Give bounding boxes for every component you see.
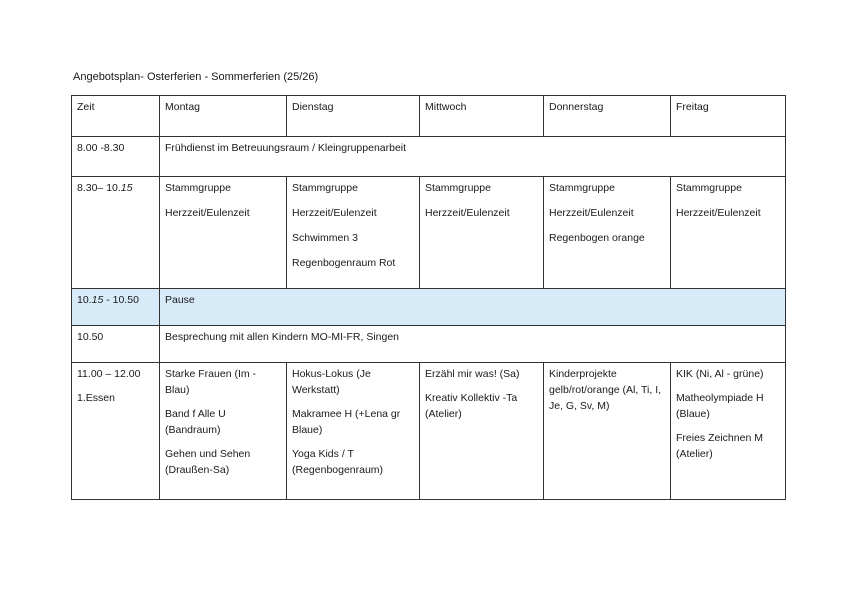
time-cell: 10.50 xyxy=(72,326,160,363)
time-cell xyxy=(72,177,160,289)
cell-mittwoch xyxy=(420,363,544,500)
time-cell xyxy=(72,289,160,326)
besprechung-cell: Besprechung mit allen Kindern MO-MI-FR, Singen xyxy=(160,326,786,363)
header-mittwoch: Mittwoch xyxy=(420,96,544,137)
header-zeit: Zeit xyxy=(72,96,160,137)
cell-dienstag xyxy=(287,363,420,500)
row-fruehdienst xyxy=(72,137,786,177)
entry: Stammgruppe xyxy=(549,182,615,194)
entry: Schwimmen 3 xyxy=(292,232,358,244)
entry: Kreativ Kollektiv -Ta (Atelier) xyxy=(425,392,518,420)
time-note: 1.Essen xyxy=(77,392,115,404)
time-text: - 10.50 xyxy=(103,294,139,306)
entry: Herzzeit/Eulenzeit xyxy=(165,207,250,219)
entry: Stammgruppe xyxy=(292,182,358,194)
header-dienstag: Dienstag xyxy=(287,96,420,137)
header-row xyxy=(72,96,786,137)
pause-cell: Pause xyxy=(160,289,786,326)
time-cell: 8.00 -8.30 xyxy=(72,137,160,177)
entry: Regenbogen orange xyxy=(549,232,645,244)
entry: Stammgruppe xyxy=(425,182,491,194)
cell-donnerstag xyxy=(544,363,671,500)
entry: Matheolympiade H (Blaue) xyxy=(676,392,764,420)
document-title: Angebotsplan- Osterferien - Sommerferien (25/26) xyxy=(73,71,319,83)
time-text-italic: 15 xyxy=(91,294,104,306)
entry: Hokus-Lokus (Je Werkstatt) xyxy=(292,368,371,396)
row-stammgruppe xyxy=(72,177,786,289)
entry: Freies Zeichnen M (Atelier) xyxy=(676,432,763,460)
entry: KIK (Ni, Al - grüne) xyxy=(676,368,764,380)
time-text: 10. xyxy=(77,294,92,306)
time-text: 11.00 – 12.00 xyxy=(77,368,141,380)
entry: Herzzeit/Eulenzeit xyxy=(549,207,634,219)
cell-mittwoch xyxy=(420,177,544,289)
entry: Starke Frauen (Im - Blau) xyxy=(165,368,257,396)
cell-donnerstag xyxy=(544,177,671,289)
header-freitag: Freitag xyxy=(671,96,786,137)
entry: Stammgruppe xyxy=(165,182,231,194)
entry: Herzzeit/Eulenzeit xyxy=(676,207,761,219)
time-text-italic: 15 xyxy=(120,182,133,194)
fruehdienst-cell: Frühdienst im Betreuungsraum / Kleingruppenarbeit xyxy=(160,137,786,177)
entry: Herzzeit/Eulenzeit xyxy=(292,207,377,219)
entry: Makramee H (+Lena gr Blaue) xyxy=(292,408,401,436)
cell-freitag xyxy=(671,177,786,289)
cell-montag xyxy=(160,363,287,500)
entry: Herzzeit/Eulenzeit xyxy=(425,207,510,219)
entry: Regenbogenraum Rot xyxy=(292,257,396,269)
entry: Kinderprojekte gelb/rot/orange (Al, Ti, I, Je, G, Sv, M) xyxy=(549,368,662,412)
row-angebote xyxy=(72,363,786,500)
time-cell xyxy=(72,363,160,500)
row-pause xyxy=(72,289,786,326)
cell-freitag xyxy=(671,363,786,500)
schedule-table xyxy=(71,95,786,500)
row-besprechung xyxy=(72,326,786,363)
header-donnerstag: Donnerstag xyxy=(544,96,671,137)
entry: Band f Alle U (Bandraum) xyxy=(165,408,226,436)
cell-montag xyxy=(160,177,287,289)
time-text: 8.30– 10. xyxy=(77,182,121,194)
entry: Erzähl mir was! (Sa) xyxy=(425,368,520,380)
cell-dienstag xyxy=(287,177,420,289)
entry: Yoga Kids / T (Regenbogenraum) xyxy=(292,448,384,476)
entry: Gehen und Sehen (Draußen-Sa) xyxy=(165,448,251,476)
entry: Stammgruppe xyxy=(676,182,742,194)
header-montag: Montag xyxy=(160,96,287,137)
